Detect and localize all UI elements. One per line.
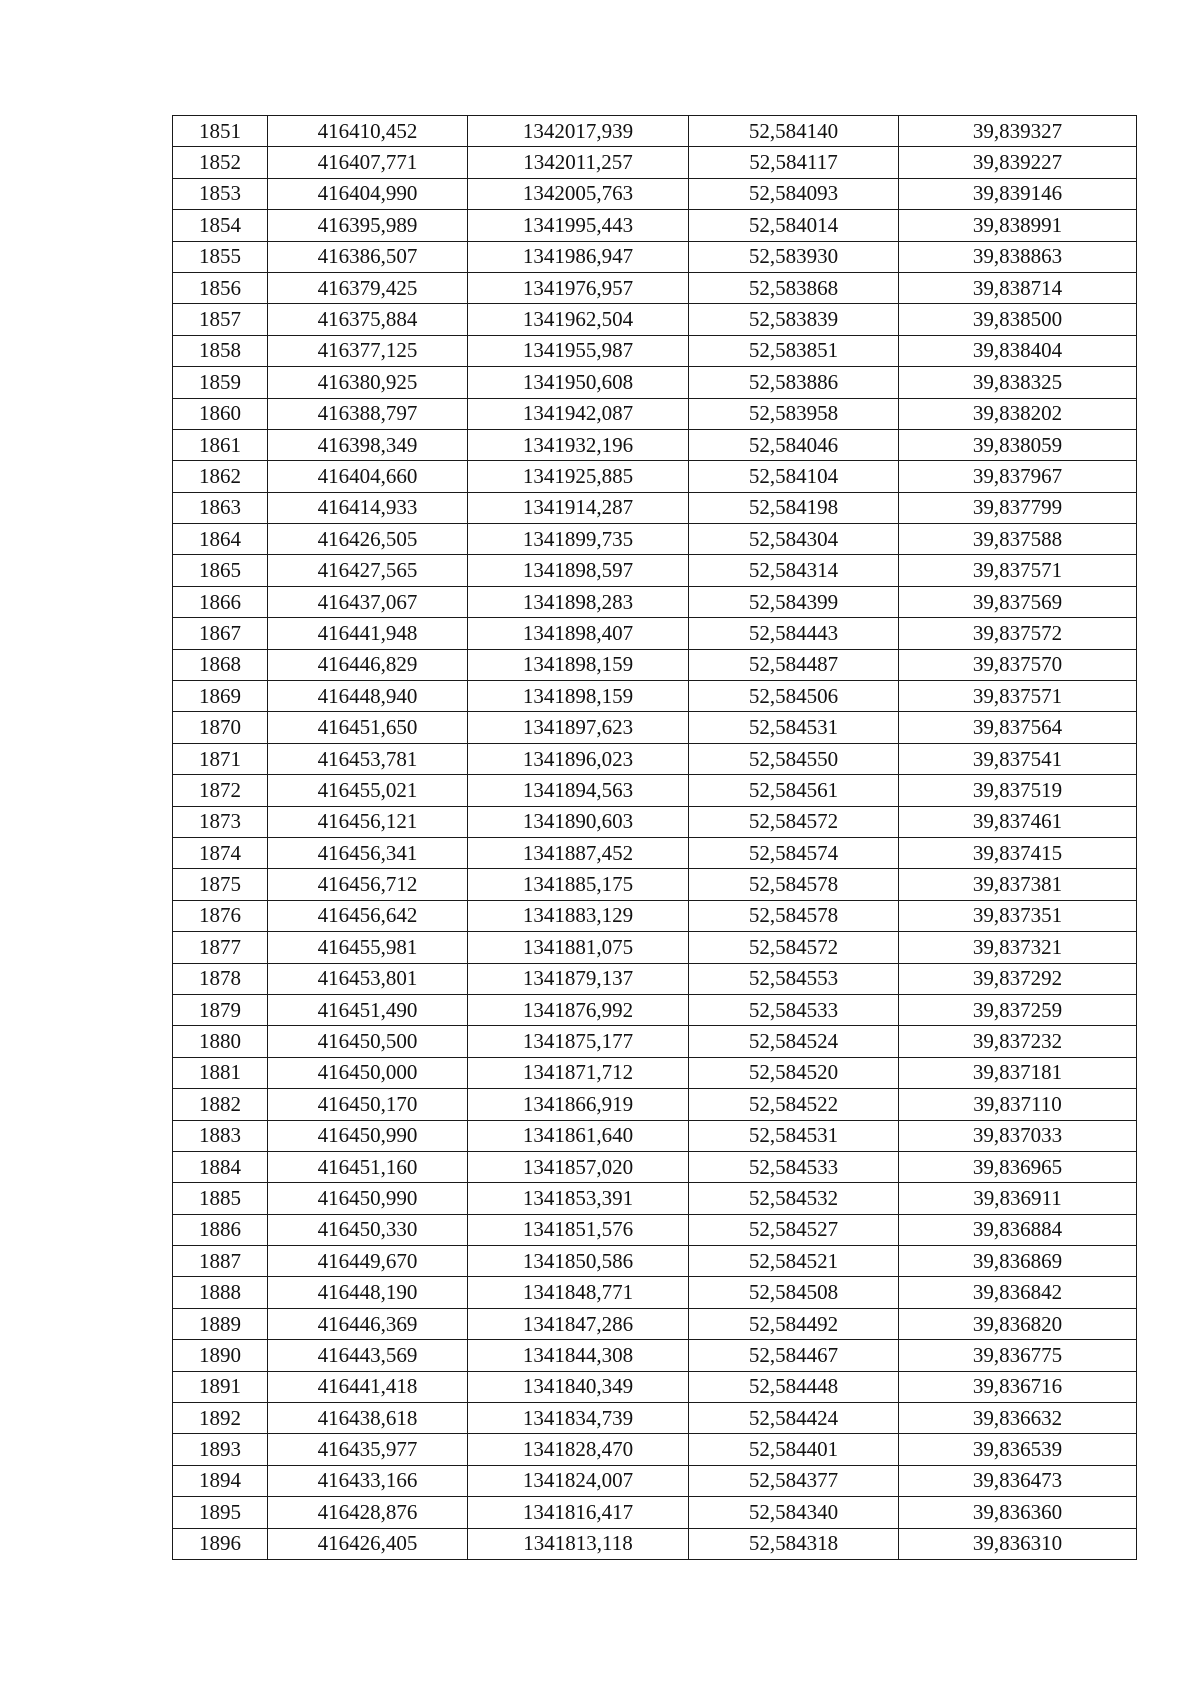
latitude-cell: 52,584492 [689,1308,899,1339]
latitude-cell: 52,584508 [689,1277,899,1308]
latitude-cell: 52,584522 [689,1089,899,1120]
longitude-cell: 39,836842 [899,1277,1137,1308]
table-row [173,178,1137,209]
x-coordinate-cell: 416451,160 [268,1151,468,1182]
x-coordinate-cell: 416380,925 [268,367,468,398]
y-coordinate-cell: 1341885,175 [468,869,689,900]
point-number-cell: 1890 [173,1340,268,1371]
point-number-cell: 1863 [173,492,268,523]
x-coordinate-cell: 416448,190 [268,1277,468,1308]
y-coordinate-cell: 1341876,992 [468,994,689,1025]
point-number-cell: 1887 [173,1246,268,1277]
table-row [173,932,1137,963]
y-coordinate-cell: 1341828,470 [468,1434,689,1465]
longitude-cell: 39,838404 [899,335,1137,366]
y-coordinate-cell: 1341850,586 [468,1246,689,1277]
point-number-cell: 1872 [173,775,268,806]
latitude-cell: 52,584520 [689,1057,899,1088]
longitude-cell: 39,836473 [899,1465,1137,1496]
x-coordinate-cell: 416450,330 [268,1214,468,1245]
table-row [173,1340,1137,1371]
y-coordinate-cell: 1341847,286 [468,1308,689,1339]
longitude-cell: 39,837381 [899,869,1137,900]
x-coordinate-cell: 416428,876 [268,1497,468,1528]
point-number-cell: 1894 [173,1465,268,1496]
table-row [173,272,1137,303]
table-row [173,304,1137,335]
latitude-cell: 52,584531 [689,1120,899,1151]
point-number-cell: 1895 [173,1497,268,1528]
latitude-cell: 52,584550 [689,743,899,774]
longitude-cell: 39,837351 [899,900,1137,931]
longitude-cell: 39,837033 [899,1120,1137,1151]
table-row [173,994,1137,1025]
latitude-cell: 52,584524 [689,1026,899,1057]
y-coordinate-cell: 1342011,257 [468,147,689,178]
y-coordinate-cell: 1341932,196 [468,429,689,460]
longitude-cell: 39,836539 [899,1434,1137,1465]
longitude-cell: 39,836310 [899,1528,1137,1559]
point-number-cell: 1870 [173,712,268,743]
x-coordinate-cell: 416450,990 [268,1183,468,1214]
y-coordinate-cell: 1341898,283 [468,586,689,617]
x-coordinate-cell: 416450,990 [268,1120,468,1151]
longitude-cell: 39,838325 [899,367,1137,398]
table-row [173,241,1137,272]
y-coordinate-cell: 1341955,987 [468,335,689,366]
longitude-cell: 39,836360 [899,1497,1137,1528]
point-number-cell: 1852 [173,147,268,178]
y-coordinate-cell: 1341887,452 [468,837,689,868]
longitude-cell: 39,837259 [899,994,1137,1025]
x-coordinate-cell: 416438,618 [268,1403,468,1434]
point-number-cell: 1862 [173,461,268,492]
x-coordinate-cell: 416446,369 [268,1308,468,1339]
point-number-cell: 1865 [173,555,268,586]
table-row [173,1151,1137,1182]
x-coordinate-cell: 416435,977 [268,1434,468,1465]
x-coordinate-cell: 416414,933 [268,492,468,523]
y-coordinate-cell: 1341840,349 [468,1371,689,1402]
latitude-cell: 52,584574 [689,837,899,868]
point-number-cell: 1855 [173,241,268,272]
latitude-cell: 52,584140 [689,116,899,147]
y-coordinate-cell: 1341879,137 [468,963,689,994]
point-number-cell: 1875 [173,869,268,900]
y-coordinate-cell: 1342005,763 [468,178,689,209]
table-row [173,1497,1137,1528]
point-number-cell: 1879 [173,994,268,1025]
table-row [173,461,1137,492]
point-number-cell: 1860 [173,398,268,429]
x-coordinate-cell: 416395,989 [268,210,468,241]
point-number-cell: 1857 [173,304,268,335]
y-coordinate-cell: 1341962,504 [468,304,689,335]
y-coordinate-cell: 1341857,020 [468,1151,689,1182]
table-row [173,147,1137,178]
table-row [173,712,1137,743]
x-coordinate-cell: 416377,125 [268,335,468,366]
x-coordinate-cell: 416379,425 [268,272,468,303]
point-number-cell: 1856 [173,272,268,303]
table-row [173,963,1137,994]
table-row [173,837,1137,868]
longitude-cell: 39,838714 [899,272,1137,303]
y-coordinate-cell: 1341871,712 [468,1057,689,1088]
longitude-cell: 39,837461 [899,806,1137,837]
y-coordinate-cell: 1341813,118 [468,1528,689,1559]
x-coordinate-cell: 416426,505 [268,524,468,555]
y-coordinate-cell: 1341890,603 [468,806,689,837]
point-number-cell: 1851 [173,116,268,147]
latitude-cell: 52,584443 [689,618,899,649]
latitude-cell: 52,584553 [689,963,899,994]
x-coordinate-cell: 416404,990 [268,178,468,209]
x-coordinate-cell: 416426,405 [268,1528,468,1559]
x-coordinate-cell: 416455,981 [268,932,468,963]
point-number-cell: 1868 [173,649,268,680]
longitude-cell: 39,837967 [899,461,1137,492]
table-row [173,681,1137,712]
longitude-cell: 39,838500 [899,304,1137,335]
latitude-cell: 52,584578 [689,869,899,900]
point-number-cell: 1864 [173,524,268,555]
y-coordinate-cell: 1341899,735 [468,524,689,555]
coordinates-table [172,115,1137,1560]
latitude-cell: 52,584377 [689,1465,899,1496]
latitude-cell: 52,584340 [689,1497,899,1528]
latitude-cell: 52,584531 [689,712,899,743]
y-coordinate-cell: 1341861,640 [468,1120,689,1151]
point-number-cell: 1886 [173,1214,268,1245]
y-coordinate-cell: 1341897,623 [468,712,689,743]
point-number-cell: 1893 [173,1434,268,1465]
latitude-cell: 52,584533 [689,994,899,1025]
latitude-cell: 52,584304 [689,524,899,555]
y-coordinate-cell: 1341848,771 [468,1277,689,1308]
longitude-cell: 39,836820 [899,1308,1137,1339]
longitude-cell: 39,837571 [899,681,1137,712]
point-number-cell: 1885 [173,1183,268,1214]
y-coordinate-cell: 1341816,417 [468,1497,689,1528]
x-coordinate-cell: 416456,341 [268,837,468,868]
latitude-cell: 52,583839 [689,304,899,335]
longitude-cell: 39,837321 [899,932,1137,963]
table-row [173,649,1137,680]
latitude-cell: 52,584314 [689,555,899,586]
latitude-cell: 52,584424 [689,1403,899,1434]
longitude-cell: 39,837541 [899,743,1137,774]
latitude-cell: 52,584506 [689,681,899,712]
y-coordinate-cell: 1341898,159 [468,649,689,680]
y-coordinate-cell: 1341881,075 [468,932,689,963]
x-coordinate-cell: 416407,771 [268,147,468,178]
latitude-cell: 52,584014 [689,210,899,241]
longitude-cell: 39,838202 [899,398,1137,429]
y-coordinate-cell: 1341986,947 [468,241,689,272]
table-row [173,1371,1137,1402]
point-number-cell: 1859 [173,367,268,398]
x-coordinate-cell: 416441,418 [268,1371,468,1402]
x-coordinate-cell: 416410,452 [268,116,468,147]
y-coordinate-cell: 1341851,576 [468,1214,689,1245]
point-number-cell: 1853 [173,178,268,209]
point-number-cell: 1867 [173,618,268,649]
longitude-cell: 39,837569 [899,586,1137,617]
point-number-cell: 1896 [173,1528,268,1559]
table-row [173,1026,1137,1057]
longitude-cell: 39,839227 [899,147,1137,178]
y-coordinate-cell: 1341976,957 [468,272,689,303]
longitude-cell: 39,837572 [899,618,1137,649]
latitude-cell: 52,584467 [689,1340,899,1371]
x-coordinate-cell: 416404,660 [268,461,468,492]
y-coordinate-cell: 1341995,443 [468,210,689,241]
table-row [173,1214,1137,1245]
latitude-cell: 52,583930 [689,241,899,272]
point-number-cell: 1891 [173,1371,268,1402]
table-row [173,398,1137,429]
table-row [173,743,1137,774]
table-row [173,555,1137,586]
latitude-cell: 52,584046 [689,429,899,460]
y-coordinate-cell: 1341950,608 [468,367,689,398]
longitude-cell: 39,837570 [899,649,1137,680]
latitude-cell: 52,584572 [689,806,899,837]
x-coordinate-cell: 416437,067 [268,586,468,617]
longitude-cell: 39,837588 [899,524,1137,555]
y-coordinate-cell: 1341875,177 [468,1026,689,1057]
x-coordinate-cell: 416451,650 [268,712,468,743]
table-row [173,492,1137,523]
x-coordinate-cell: 416456,712 [268,869,468,900]
table-row [173,775,1137,806]
longitude-cell: 39,836965 [899,1151,1137,1182]
point-number-cell: 1854 [173,210,268,241]
x-coordinate-cell: 416450,500 [268,1026,468,1057]
latitude-cell: 52,583958 [689,398,899,429]
coordinates-table-body [173,116,1137,1560]
table-row [173,524,1137,555]
longitude-cell: 39,836869 [899,1246,1137,1277]
y-coordinate-cell: 1341898,597 [468,555,689,586]
table-row [173,1465,1137,1496]
latitude-cell: 52,584198 [689,492,899,523]
point-number-cell: 1873 [173,806,268,837]
latitude-cell: 52,584521 [689,1246,899,1277]
point-number-cell: 1877 [173,932,268,963]
table-row [173,1403,1137,1434]
point-number-cell: 1892 [173,1403,268,1434]
table-row [173,1120,1137,1151]
latitude-cell: 52,584401 [689,1434,899,1465]
point-number-cell: 1881 [173,1057,268,1088]
point-number-cell: 1874 [173,837,268,868]
latitude-cell: 52,584448 [689,1371,899,1402]
table-row [173,618,1137,649]
y-coordinate-cell: 1341853,391 [468,1183,689,1214]
latitude-cell: 52,584561 [689,775,899,806]
y-coordinate-cell: 1342017,939 [468,116,689,147]
table-row [173,1277,1137,1308]
y-coordinate-cell: 1341898,407 [468,618,689,649]
point-number-cell: 1889 [173,1308,268,1339]
longitude-cell: 39,836716 [899,1371,1137,1402]
longitude-cell: 39,837571 [899,555,1137,586]
latitude-cell: 52,583868 [689,272,899,303]
latitude-cell: 52,584093 [689,178,899,209]
point-number-cell: 1888 [173,1277,268,1308]
y-coordinate-cell: 1341866,919 [468,1089,689,1120]
latitude-cell: 52,583886 [689,367,899,398]
longitude-cell: 39,836775 [899,1340,1137,1371]
x-coordinate-cell: 416456,642 [268,900,468,931]
longitude-cell: 39,837519 [899,775,1137,806]
table-row [173,1528,1137,1559]
y-coordinate-cell: 1341824,007 [468,1465,689,1496]
y-coordinate-cell: 1341942,087 [468,398,689,429]
x-coordinate-cell: 416443,569 [268,1340,468,1371]
latitude-cell: 52,584527 [689,1214,899,1245]
y-coordinate-cell: 1341844,308 [468,1340,689,1371]
longitude-cell: 39,837232 [899,1026,1137,1057]
longitude-cell: 39,838059 [899,429,1137,460]
longitude-cell: 39,836884 [899,1214,1137,1245]
y-coordinate-cell: 1341914,287 [468,492,689,523]
latitude-cell: 52,584399 [689,586,899,617]
point-number-cell: 1858 [173,335,268,366]
table-row [173,367,1137,398]
table-row [173,1089,1137,1120]
point-number-cell: 1866 [173,586,268,617]
latitude-cell: 52,584104 [689,461,899,492]
longitude-cell: 39,839327 [899,116,1137,147]
x-coordinate-cell: 416446,829 [268,649,468,680]
longitude-cell: 39,836632 [899,1403,1137,1434]
y-coordinate-cell: 1341898,159 [468,681,689,712]
table-row [173,210,1137,241]
latitude-cell: 52,584487 [689,649,899,680]
longitude-cell: 39,837181 [899,1057,1137,1088]
point-number-cell: 1880 [173,1026,268,1057]
x-coordinate-cell: 416398,349 [268,429,468,460]
table-row [173,335,1137,366]
y-coordinate-cell: 1341896,023 [468,743,689,774]
x-coordinate-cell: 416386,507 [268,241,468,272]
table-row [173,1308,1137,1339]
x-coordinate-cell: 416455,021 [268,775,468,806]
point-number-cell: 1861 [173,429,268,460]
longitude-cell: 39,836911 [899,1183,1137,1214]
table-row [173,586,1137,617]
x-coordinate-cell: 416450,170 [268,1089,468,1120]
x-coordinate-cell: 416448,940 [268,681,468,712]
table-row [173,116,1137,147]
x-coordinate-cell: 416449,670 [268,1246,468,1277]
y-coordinate-cell: 1341834,739 [468,1403,689,1434]
latitude-cell: 52,584318 [689,1528,899,1559]
point-number-cell: 1871 [173,743,268,774]
latitude-cell: 52,584578 [689,900,899,931]
latitude-cell: 52,584117 [689,147,899,178]
longitude-cell: 39,837110 [899,1089,1137,1120]
table-row [173,429,1137,460]
latitude-cell: 52,584532 [689,1183,899,1214]
x-coordinate-cell: 416388,797 [268,398,468,429]
latitude-cell: 52,583851 [689,335,899,366]
table-row [173,806,1137,837]
longitude-cell: 39,837799 [899,492,1137,523]
table-row [173,869,1137,900]
y-coordinate-cell: 1341925,885 [468,461,689,492]
y-coordinate-cell: 1341883,129 [468,900,689,931]
x-coordinate-cell: 416453,801 [268,963,468,994]
longitude-cell: 39,837292 [899,963,1137,994]
y-coordinate-cell: 1341894,563 [468,775,689,806]
x-coordinate-cell: 416451,490 [268,994,468,1025]
x-coordinate-cell: 416433,166 [268,1465,468,1496]
latitude-cell: 52,584572 [689,932,899,963]
longitude-cell: 39,838991 [899,210,1137,241]
x-coordinate-cell: 416456,121 [268,806,468,837]
x-coordinate-cell: 416453,781 [268,743,468,774]
x-coordinate-cell: 416441,948 [268,618,468,649]
x-coordinate-cell: 416450,000 [268,1057,468,1088]
x-coordinate-cell: 416375,884 [268,304,468,335]
longitude-cell: 39,837564 [899,712,1137,743]
longitude-cell: 39,838863 [899,241,1137,272]
table-row [173,900,1137,931]
point-number-cell: 1878 [173,963,268,994]
longitude-cell: 39,839146 [899,178,1137,209]
point-number-cell: 1884 [173,1151,268,1182]
point-number-cell: 1869 [173,681,268,712]
latitude-cell: 52,584533 [689,1151,899,1182]
x-coordinate-cell: 416427,565 [268,555,468,586]
table-row [173,1246,1137,1277]
table-row [173,1434,1137,1465]
table-row [173,1057,1137,1088]
table-row [173,1183,1137,1214]
point-number-cell: 1882 [173,1089,268,1120]
point-number-cell: 1876 [173,900,268,931]
point-number-cell: 1883 [173,1120,268,1151]
longitude-cell: 39,837415 [899,837,1137,868]
